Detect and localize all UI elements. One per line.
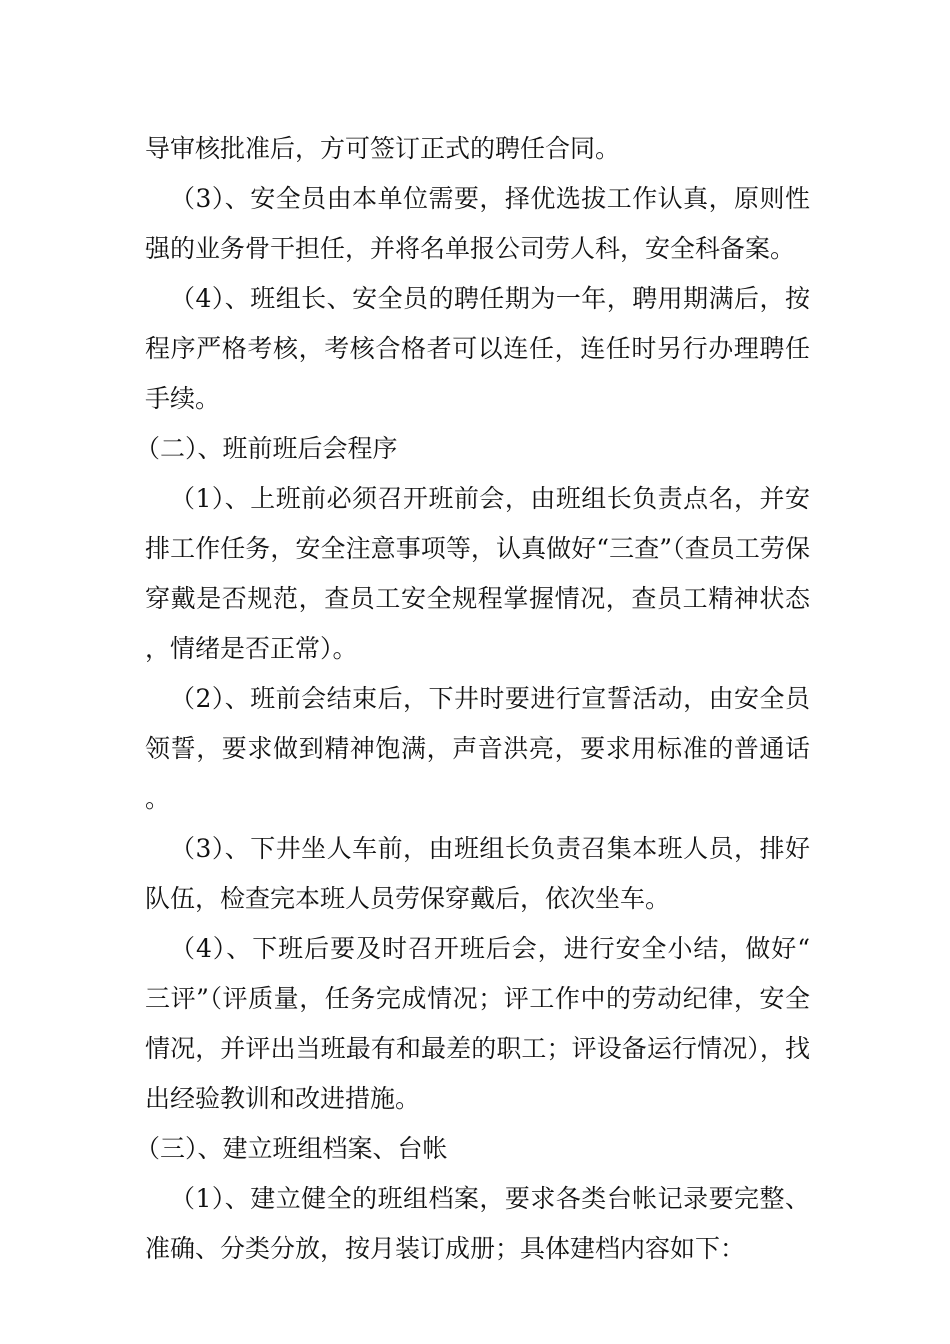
paragraph-item-3: （3）、安全员由本单位需要，择优选拔工作认真，原则性强的业务骨干担任，并将名单报公司劳人科，安全科备案。 [145, 184, 810, 263]
paragraph-item-2: （2）、班前会结束后，下井时要进行宣誓活动，由安全员领誓，要求做到精神饱满，声音洪亮，要求用标准的普通话。 [145, 684, 810, 813]
paragraph-item-4b: （4）、下班后要及时召开班后会，进行安全小结，做好“三评”（评质量，任务完成情况；评工作中的劳动纪律，安全情况，并评出当班最有和最差的职工；评设备运行情况），找出经验教训和改进措施。 [145, 934, 810, 1113]
document-body [135, 124, 810, 1274]
section-heading-3: （三）、建立班组档案、台帐 [135, 1134, 448, 1163]
paragraph-item-4: （4）、班组长、安全员的聘任期为一年，聘用期满后，按程序严格考核，考核合格者可以连任，连任时另行办理聘任手续。 [145, 284, 810, 413]
paragraph-item-3b: （3）、下井坐人车前，由班组长负责召集本班人员，排好队伍，检查完本班人员劳保穿戴后，依次坐车。 [145, 834, 810, 913]
paragraph-item-1: （1）、上班前必须召开班前会，由班组长负责点名，并安排工作任务，安全注意事项等，认真做好“三查”（查员工劳保穿戴是否规范，查员工安全规程掌握情况，查员工精神状态，情绪是否正常）。 [145, 484, 810, 663]
paragraph-item-1b: （1）、建立健全的班组档案，要求各类台帐记录要完整、准确、分类分放，按月装订成册；具体建档内容如下： [145, 1184, 810, 1263]
paragraph-continuation: 导审核批准后，方可签订正式的聘任合同。 [145, 134, 621, 163]
section-heading-2: （二）、班前班后会程序 [135, 434, 398, 463]
